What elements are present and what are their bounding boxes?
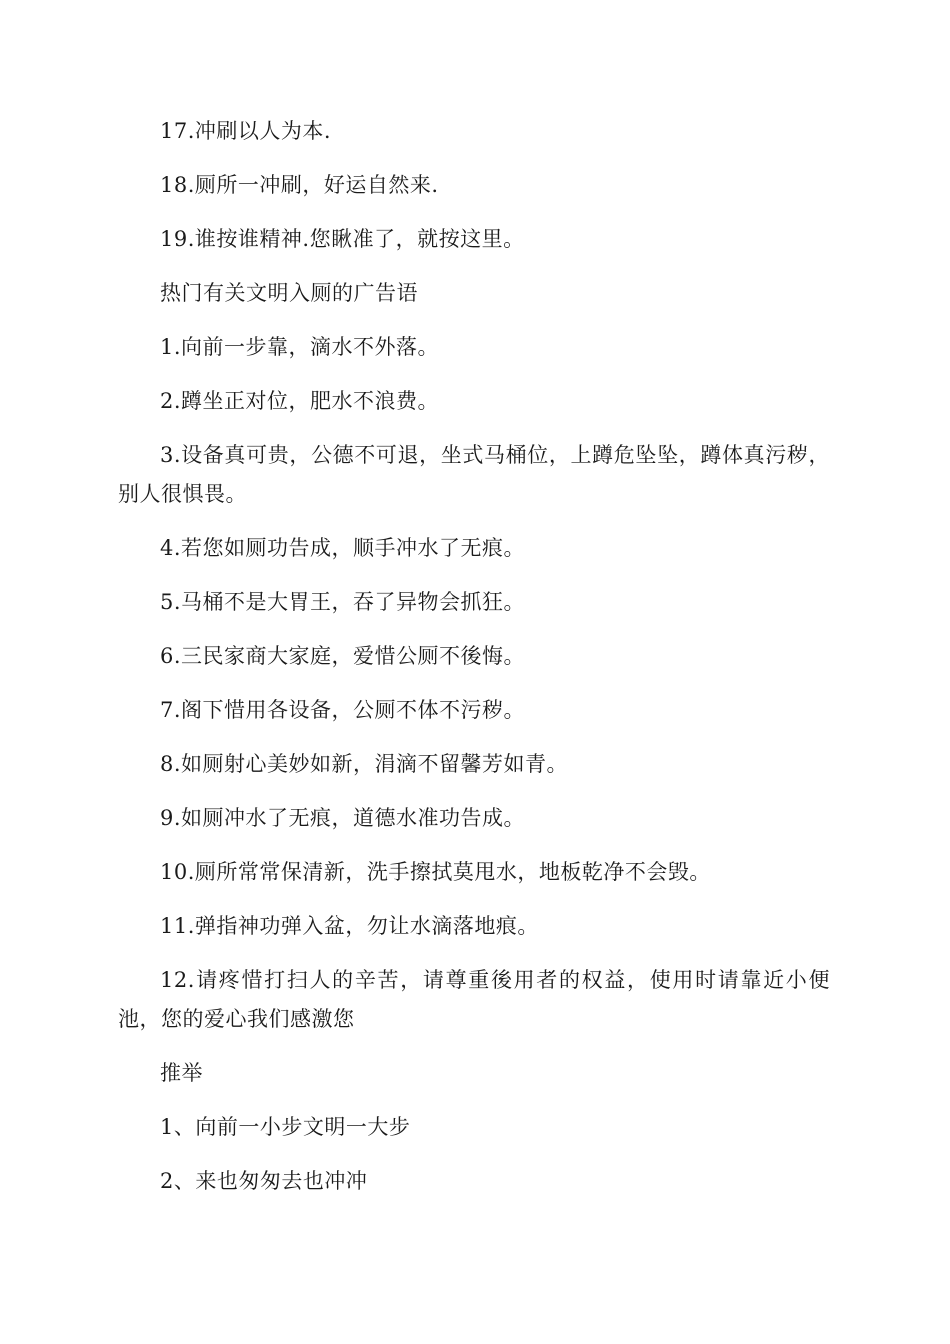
paragraph: 7.阁下惜用各设备，公厕不体不污秽。	[160, 698, 526, 722]
paragraph: 9.如厕冲水了无痕，道德水准功告成。	[160, 806, 526, 830]
paragraph: 17.冲刷以人为本.	[160, 119, 332, 143]
paragraph: 1.向前一步靠，滴水不外落。	[160, 335, 440, 359]
section-heading: 热门有关文明入厕的广告语	[160, 281, 418, 305]
paragraph: 2、来也匆匆去也冲冲	[160, 1169, 368, 1193]
paragraph: 12.请疼惜打扫人的辛苦，请尊重後用者的权益，使用时请靠近小便池，您的爱心我们感激您	[118, 968, 830, 1031]
section-heading: 推举	[160, 1061, 203, 1085]
paragraph: 18.厕所一冲刷，好运自然来.	[160, 173, 439, 197]
paragraph: 2.蹲坐正对位，肥水不浪费。	[160, 389, 440, 413]
paragraph: 8.如厕射心美妙如新，涓滴不留馨芳如青。	[160, 752, 569, 776]
paragraph: 3.设备真可贵，公德不可退，坐式马桶位，上蹲危坠坠，蹲体真污秽，别人很惧畏。	[118, 443, 830, 506]
paragraph: 5.马桶不是大胃王，吞了异物会抓狂。	[160, 590, 526, 614]
paragraph: 6.三民家商大家庭，爱惜公厕不後悔。	[160, 644, 526, 668]
paragraph: 19.谁按谁精神.您瞅准了，就按这里。	[160, 227, 525, 251]
paragraph: 11.弹指神功弹入盆，勿让水滴落地痕。	[160, 914, 539, 938]
paragraph: 4.若您如厕功告成，顺手冲水了无痕。	[160, 536, 526, 560]
paragraph: 1、向前一小步文明一大步	[160, 1115, 411, 1139]
document-body	[118, 112, 830, 1216]
paragraph: 10.厕所常常保清新，洗手擦拭莫甩水，地板乾净不会毁。	[160, 860, 711, 884]
